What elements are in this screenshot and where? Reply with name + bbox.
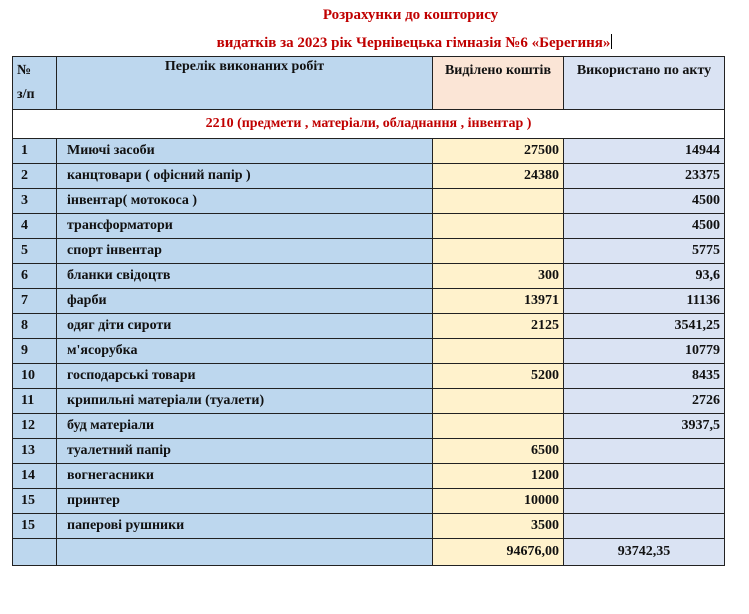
row-used: 3937,5: [564, 414, 725, 439]
table-row: [13, 514, 725, 539]
row-allocated: 24380: [433, 164, 564, 189]
row-name: крипильні матеріали (туалети): [57, 389, 433, 414]
row-number: 5: [13, 239, 57, 264]
row-allocated: [433, 339, 564, 364]
section-title: 2210 (предмети , матеріали, обладнання , інвентар ): [13, 110, 725, 139]
row-used: 4500: [564, 214, 725, 239]
row-name: туалетний папір: [57, 439, 433, 464]
row-used: 8435: [564, 364, 725, 389]
header-num-line1: №: [17, 63, 32, 78]
row-used: [564, 439, 725, 464]
row-used: 3541,25: [564, 314, 725, 339]
row-used: 10779: [564, 339, 725, 364]
row-number: 9: [13, 339, 57, 364]
total-allocated: 94676,00: [433, 539, 564, 566]
row-number: 7: [13, 289, 57, 314]
table-row: [13, 439, 725, 464]
row-used: 93,6: [564, 264, 725, 289]
row-number: 4: [13, 214, 57, 239]
row-used: [564, 514, 725, 539]
row-allocated: 5200: [433, 364, 564, 389]
row-allocated: [433, 389, 564, 414]
row-name: принтер: [57, 489, 433, 514]
table-row: [13, 389, 725, 414]
totals-row: [13, 539, 725, 566]
row-name: бланки свідоцтв: [57, 264, 433, 289]
row-number: 14: [13, 464, 57, 489]
row-number: 8: [13, 314, 57, 339]
row-allocated: [433, 239, 564, 264]
row-allocated: 1200: [433, 464, 564, 489]
row-allocated: [433, 414, 564, 439]
row-name: буд матеріали: [57, 414, 433, 439]
table-row: [13, 339, 725, 364]
totals-empty-num: [13, 539, 57, 566]
row-name: Миючі засоби: [57, 139, 433, 164]
row-number: 13: [13, 439, 57, 464]
row-name: м'ясорубка: [57, 339, 433, 364]
section-row: [13, 110, 725, 139]
row-number: 12: [13, 414, 57, 439]
row-used: 2726: [564, 389, 725, 414]
row-number: 2: [13, 164, 57, 189]
table-row: [13, 264, 725, 289]
row-allocated: 13971: [433, 289, 564, 314]
row-number: 10: [13, 364, 57, 389]
document-title-line2-text: видатків за 2023 рік Чернівецька гімназія №6 «Берегиня»: [216, 35, 611, 51]
row-allocated: 300: [433, 264, 564, 289]
row-name: фарби: [57, 289, 433, 314]
header-num: [13, 57, 57, 110]
estimate-table: [12, 56, 725, 566]
header-name: Перелік виконаних робіт: [57, 57, 433, 110]
table-row: [13, 139, 725, 164]
table-row: [13, 214, 725, 239]
row-number: 15: [13, 489, 57, 514]
row-allocated: 10000: [433, 489, 564, 514]
row-name: паперові рушники: [57, 514, 433, 539]
row-number: 15: [13, 514, 57, 539]
row-used: 14944: [564, 139, 725, 164]
table-row: [13, 164, 725, 189]
row-used: 23375: [564, 164, 725, 189]
header-num-line2: з/п: [17, 87, 35, 102]
row-name: трансформатори: [57, 214, 433, 239]
header-row: [13, 57, 725, 110]
row-number: 3: [13, 189, 57, 214]
totals-empty-name: [57, 539, 433, 566]
row-name: вогнегасники: [57, 464, 433, 489]
row-name: одяг діти сироти: [57, 314, 433, 339]
row-allocated: 3500: [433, 514, 564, 539]
text-cursor: [611, 34, 612, 49]
row-used: 4500: [564, 189, 725, 214]
total-used: 93742,35: [564, 539, 725, 566]
row-allocated: 2125: [433, 314, 564, 339]
row-name: господарські товари: [57, 364, 433, 389]
document-title-line1: Розрахунки до кошторису: [322, 7, 499, 23]
table-row: [13, 289, 725, 314]
row-name: інвентар( мотокоса ): [57, 189, 433, 214]
row-allocated: [433, 214, 564, 239]
row-used: [564, 489, 725, 514]
header-allocated: Виділено коштів: [433, 57, 564, 110]
row-used: [564, 464, 725, 489]
table-row: [13, 314, 725, 339]
table-row: [13, 414, 725, 439]
row-name: канцтовари ( офісний папір ): [57, 164, 433, 189]
table-row: [13, 489, 725, 514]
row-used: 5775: [564, 239, 725, 264]
table-row: [13, 239, 725, 264]
row-allocated: 27500: [433, 139, 564, 164]
header-used: Використано по акту: [564, 57, 725, 110]
row-number: 6: [13, 264, 57, 289]
table-row: [13, 189, 725, 214]
row-name: спорт інвентар: [57, 239, 433, 264]
document-title-line2: [40, 34, 749, 52]
row-number: 1: [13, 139, 57, 164]
row-allocated: 6500: [433, 439, 564, 464]
table-row: [13, 364, 725, 389]
table-row: [13, 464, 725, 489]
row-allocated: [433, 189, 564, 214]
row-used: 11136: [564, 289, 725, 314]
row-number: 11: [13, 389, 57, 414]
